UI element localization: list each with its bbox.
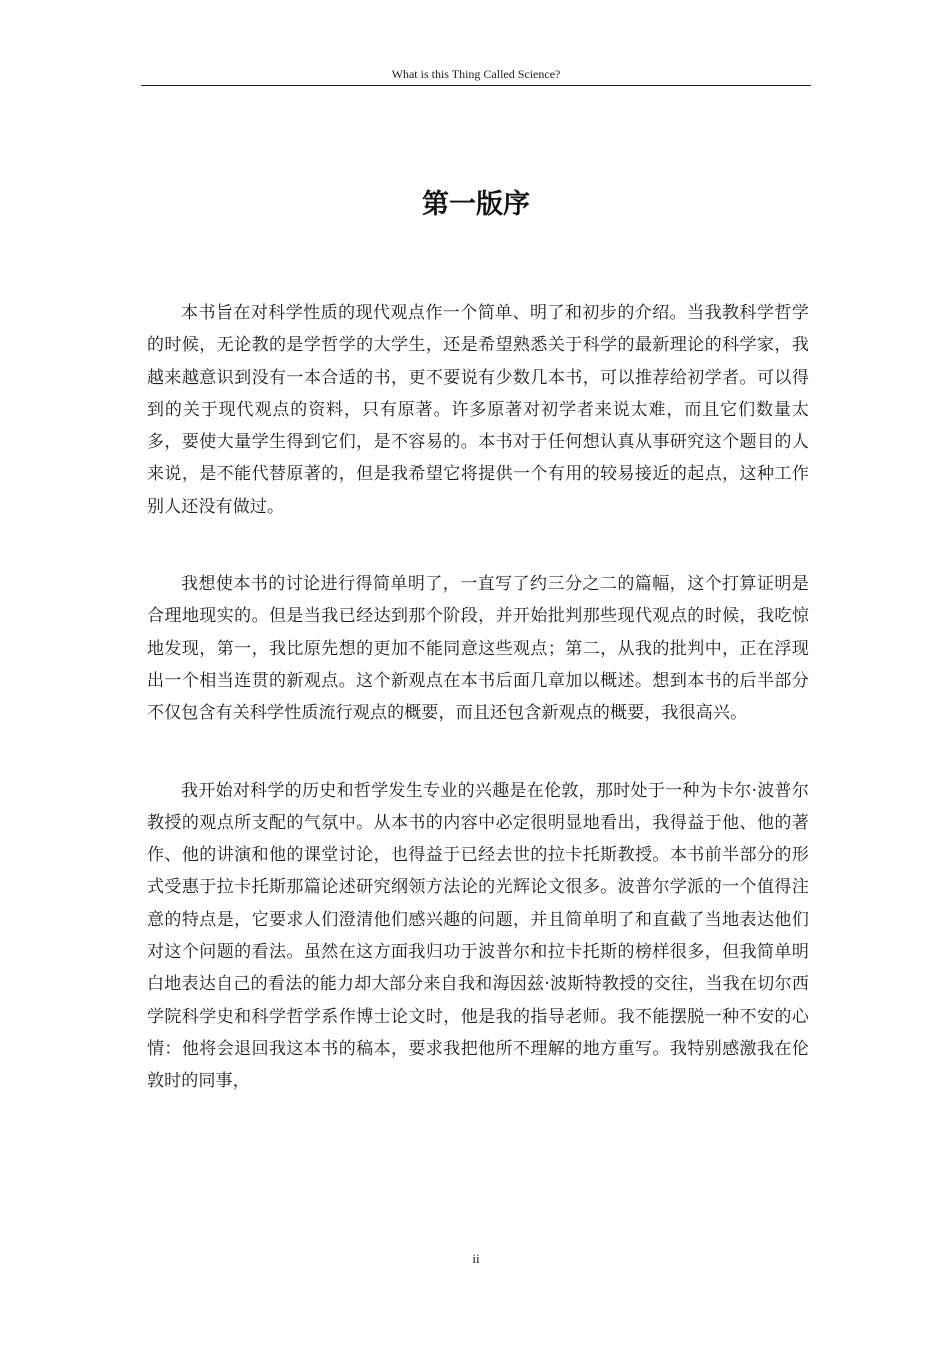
running-header: What is this Thing Called Science? [391, 67, 561, 81]
chapter-title: 第一版序 [422, 189, 530, 220]
header-rule [141, 85, 811, 86]
paragraph-3: 我开始对科学的历史和哲学发生专业的兴趣是在伦敦，那时处于一种为卡尔·波普尔教授的观点所支配的气氛中。从本书的内容中必定很明显地看出，我得益于他、他的著作、他的讲演和他的课堂讨论，也得益于已经去世的拉卡托斯教授。本书前半部分的形式受惠于拉卡托斯那篇论述研究纲领方法论的光辉论文很多。波普尔学派的一个值得注意的特点是，它要求人们澄清他们感兴趣的问题，并且简单明了和直截了当地表达他们对这个问题的看法。虽然在这方面我归功于波普尔和拉卡托斯的榜样很多，但我简单明白地表达自己的看法的能力却大部分来自我和海因兹·波斯特教授的交往，当我在切尔西学院科学史和科学哲学系作博士论文时，他是我的指导老师。我不能摆脱一种不安的心情：他将会退回我这本书的稿本，要求我把他所不理解的地方重写。我特别感激我在伦敦时的同事， [147, 780, 809, 1092]
page-number: ii [472, 1251, 480, 1266]
paragraph-1: 本书旨在对科学性质的现代观点作一个简单、明了和初步的介绍。当我教科学哲学的时候，无论教的是学哲学的大学生，还是希望熟悉关于科学的最新理论的科学家，我越来越意识到没有一本合适的书，更不要说有少数几本书，可以推荐给初学者。可以得到的关于现代观点的资料，只有原著。许多原著对初学者来说太难，而且它们数量太多，要使大量学生得到它们，是不容易的。本书对于任何想认真从事研究这个题目的人来说，是不能代替原著的，但是我希望它将提供一个有用的较易接近的起点，这种工作别人还没有做过。 [147, 303, 809, 517]
body-text [147, 297, 809, 1098]
paragraph-2: 我想使本书的讨论进行得简单明了，一直写了约三分之二的篇幅，这个打算证明是合理地现实的。但是当我已经达到那个阶段，并开始批判那些现代观点的时候，我吃惊地发现，第一，我比原先想的更加不能同意这些观点；第二，从我的批判中，正在浮现出一个相当连贯的新观点。这个新观点在本书后面几章加以概述。想到本书的后半部分不仅包含有关科学性质流行观点的概要，而且还包含新观点的概要，我很高兴。 [147, 574, 809, 724]
